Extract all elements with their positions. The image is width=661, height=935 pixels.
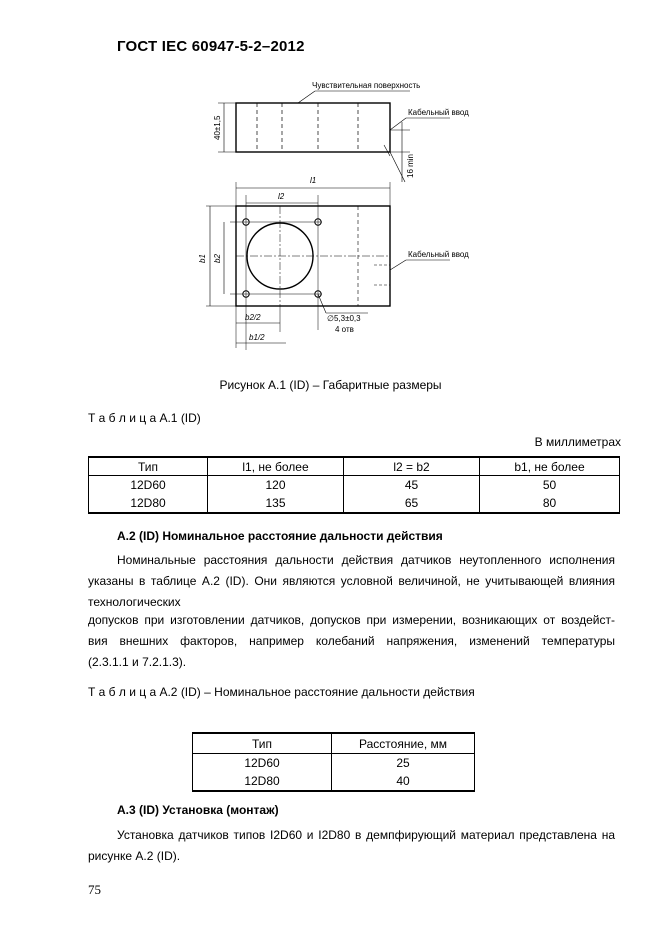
table-cell: 12D60 [193,754,332,773]
section-a2-title: А.2 (ID) Номинальное расстояние дальности действия [117,529,443,543]
cable-entry-bottom-label: Кабельный ввод [408,250,469,259]
table-cell: 50 [480,476,620,495]
figure-caption: Рисунок А.1 (ID) – Габаритные размеры [219,378,442,392]
paragraph-line: вия внешних факторов, например колебаний напряжения, изменений температуры [88,634,615,648]
page-number: 75 [88,882,101,897]
front-view [206,182,450,350]
table-header-cell: l1, не более [208,457,344,476]
table1-caption: Т а б л и ц а А.1 (ID) [88,411,201,425]
hole-diameter-label: ∅5,3±0,3 [327,314,361,323]
table-row [193,772,475,791]
table-cell: 40 [332,772,475,791]
section-a3-paragraph [88,828,615,870]
table-row [89,476,620,495]
paragraph-line: рисунке А.2 (ID). [88,849,181,863]
paragraph-line: указаны в таблице А.2 (ID). Они являются условной величиной, не учитывающей влияния [88,574,615,588]
table-cell: 45 [344,476,480,495]
paragraph-line: Установка датчиков типов I2D60 и I2D80 в демпфирующий материал представлена на [117,828,615,842]
paragraph-line: Номинальные расстояния дальности действия датчиков неутопленного исполнения [117,553,615,567]
table-cell: 80 [480,494,620,513]
table-header-row [89,457,620,476]
section-a2-paragraph [88,553,615,676]
cable-entry-top-label: Кабельный ввод [408,108,469,117]
b1-half-label: b1/2 [249,333,265,342]
min-dimension-label: 16 min [406,153,415,178]
b1-label: b1 [198,254,207,263]
table-header-cell: b1, не более [480,457,620,476]
paragraph-line: технологических [88,595,181,609]
table-row [193,754,475,773]
l1-label: l1 [310,176,317,185]
b2-half-label: b2/2 [245,313,261,322]
document-header: ГОСТ IEC 60947-5-2–2012 [117,38,305,55]
section-a3-title: А.3 (ID) Установка (монтаж) [117,803,279,817]
table-header-row [193,733,475,754]
sensitive-surface-label: Чувствительная поверхность [312,81,421,90]
table-header-cell: Расстояние, мм [332,733,475,754]
hole-count-label: 4 отв [335,325,354,334]
table-header-cell: l2 = b2 [344,457,480,476]
dimensions-table [88,456,620,514]
paragraph-line: допусков при изготовлении датчиков, допусков при измерении, возникающих от воздейст- [88,613,615,627]
paragraph-line: (2.3.1.1 и 7.2.1.3). [88,655,187,669]
table-cell: 65 [344,494,480,513]
b2-label: b2 [213,254,222,263]
table-row [89,494,620,513]
height-dimension-label: 40±1,5 [213,115,222,140]
side-view [218,91,450,182]
table-header-cell: Тип [193,733,332,754]
table-cell: 120 [208,476,344,495]
table1-units: В миллиметрах [534,435,621,449]
table-cell: 12D80 [193,772,332,791]
l2-label: l2 [278,192,285,201]
table-cell: 12D60 [89,476,208,495]
table-header-cell: Тип [89,457,208,476]
dimension-drawing [150,70,469,370]
table-cell: 25 [332,754,475,773]
table2-caption: Т а б л и ц а А.2 (ID) – Номинальное расстояние дальности действия [88,685,475,699]
table-cell: 135 [208,494,344,513]
distance-table [192,732,475,792]
table-cell: 12D80 [89,494,208,513]
